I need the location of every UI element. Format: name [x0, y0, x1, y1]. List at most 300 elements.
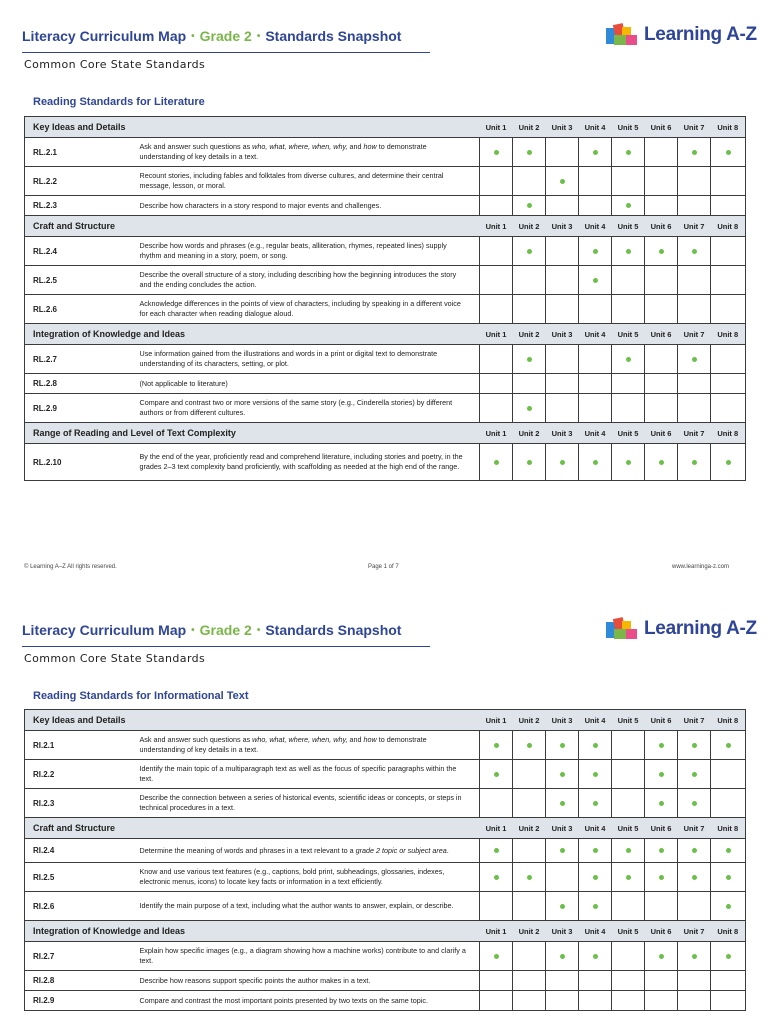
standard-description: [140, 942, 480, 971]
standard-row: [25, 971, 746, 991]
unit-cell: [645, 991, 678, 1011]
unit-cell: [546, 138, 579, 167]
unit-column-label: Unit 2: [513, 324, 546, 345]
description-text: Describe how reasons support specific points the author makes in a text.: [139, 975, 371, 985]
description-text: Ask and answer such questions as: [139, 142, 253, 151]
unit-cell: [579, 394, 612, 423]
coverage-bullet-icon: [593, 904, 598, 909]
unit-column-label: Unit 4: [579, 216, 612, 237]
logo-mark-icon: [606, 24, 638, 46]
unit-column-label: Unit 1: [480, 216, 513, 237]
unit-cell: [711, 971, 746, 991]
standard-description: [140, 863, 480, 892]
unit-cell: [546, 266, 579, 295]
unit-cell: [645, 892, 678, 921]
unit-cell: [711, 991, 746, 1011]
coverage-bullet-icon: [692, 875, 697, 880]
coverage-bullet-icon: [692, 848, 697, 853]
unit-cell: [612, 731, 645, 760]
description-text: Identify the main purpose of a text, including what the author wants to answer, explain, or describe.: [139, 901, 454, 910]
unit-cell: [711, 196, 746, 216]
unit-cell: [612, 839, 645, 863]
unit-cell: [579, 971, 612, 991]
unit-cell: [579, 167, 612, 196]
unit-column-label: Unit 3: [546, 117, 579, 138]
footer-website-link[interactable]: www.learninga-z.com: [672, 564, 730, 570]
standard-row: [25, 295, 746, 324]
coverage-bullet-icon: [626, 848, 631, 853]
unit-cell: [711, 167, 746, 196]
group-header-row: [25, 710, 746, 731]
unit-cell: [579, 138, 612, 167]
footer-copyright: © Learning A–Z All rights reserved.: [24, 564, 117, 570]
standard-code: RL.2.5: [25, 266, 140, 295]
unit-cell: [645, 444, 678, 481]
unit-cell: [579, 863, 612, 892]
unit-column-label: Unit 6: [645, 216, 678, 237]
unit-cell: [513, 942, 546, 971]
standard-description: [140, 789, 480, 818]
unit-cell: [480, 991, 513, 1011]
standard-description: [140, 731, 480, 760]
unit-cell: [513, 991, 546, 1011]
unit-cell: [612, 942, 645, 971]
unit-cell: [513, 863, 546, 892]
unit-cell: [546, 760, 579, 789]
unit-cell: [645, 345, 678, 374]
unit-column-label: Unit 5: [612, 818, 645, 839]
standard-description: [140, 760, 480, 789]
unit-cell: [711, 266, 746, 295]
unit-column-label: Unit 4: [579, 921, 612, 942]
standard-description: [140, 991, 480, 1011]
unit-cell: [546, 839, 579, 863]
unit-cell: [678, 167, 711, 196]
standard-code: RI.2.5: [25, 863, 140, 892]
unit-cell: [612, 991, 645, 1011]
unit-column-label: Unit 8: [711, 117, 746, 138]
unit-cell: [513, 892, 546, 921]
unit-cell: [480, 295, 513, 324]
coverage-bullet-icon: [527, 460, 532, 465]
unit-cell: [612, 444, 645, 481]
description-text: and: [347, 735, 364, 744]
unit-cell: [546, 942, 579, 971]
standard-description: [140, 839, 480, 863]
standard-description: [140, 345, 480, 374]
unit-column-label: Unit 2: [513, 216, 546, 237]
header-rule: [22, 52, 430, 53]
unit-column-label: Unit 8: [711, 216, 746, 237]
coverage-bullet-icon: [527, 406, 532, 411]
coverage-bullet-icon: [560, 179, 565, 184]
standard-row: [25, 345, 746, 374]
unit-cell: [645, 863, 678, 892]
coverage-bullet-icon: [560, 801, 565, 806]
description-text: Compare and contrast two or more versions of the same story (e.g., Cinderella stories) by different authors or from different cultures.: [139, 398, 453, 417]
group-title: Range of Reading and Level of Text Complexity: [25, 423, 480, 444]
unit-column-label: Unit 5: [612, 423, 645, 444]
coverage-bullet-icon: [593, 150, 598, 155]
unit-cell: [579, 839, 612, 863]
header-rule: [22, 646, 430, 647]
unit-cell: [546, 345, 579, 374]
page-subtitle: Common Core State Standards: [24, 652, 206, 665]
standard-code: RL.2.8: [25, 374, 140, 394]
unit-cell: [711, 839, 746, 863]
unit-cell: [678, 863, 711, 892]
unit-cell: [513, 971, 546, 991]
standard-code: RL.2.3: [25, 196, 140, 216]
group-header-row: [25, 818, 746, 839]
unit-cell: [711, 942, 746, 971]
coverage-bullet-icon: [593, 772, 598, 777]
unit-column-label: Unit 2: [513, 423, 546, 444]
footer-page-number: Page 1 of 7: [368, 564, 399, 570]
unit-cell: [480, 237, 513, 266]
standard-code: RI.2.8: [25, 971, 140, 991]
unit-column-label: Unit 6: [645, 117, 678, 138]
unit-column-label: Unit 4: [579, 324, 612, 345]
coverage-bullet-icon: [593, 954, 598, 959]
unit-column-label: Unit 3: [546, 423, 579, 444]
unit-column-label: Unit 4: [579, 710, 612, 731]
coverage-bullet-icon: [726, 954, 731, 959]
unit-cell: [546, 863, 579, 892]
coverage-bullet-icon: [659, 875, 664, 880]
unit-column-label: Unit 1: [480, 117, 513, 138]
standard-row: [25, 731, 746, 760]
unit-cell: [513, 167, 546, 196]
group-title: Key Ideas and Details: [25, 117, 480, 138]
unit-cell: [711, 374, 746, 394]
coverage-bullet-icon: [726, 904, 731, 909]
coverage-bullet-icon: [494, 150, 499, 155]
standards-table: [24, 116, 746, 481]
coverage-bullet-icon: [494, 460, 499, 465]
description-text: (Not applicable to literature): [139, 378, 228, 388]
coverage-bullet-icon: [726, 848, 731, 853]
unit-column-label: Unit 5: [612, 216, 645, 237]
description-text: Ask and answer such questions as: [139, 735, 253, 744]
unit-cell: [579, 731, 612, 760]
coverage-bullet-icon: [593, 875, 598, 880]
unit-cell: [480, 760, 513, 789]
coverage-bullet-icon: [527, 875, 532, 880]
description-text: grade 2 topic or subject area: [355, 845, 447, 855]
unit-cell: [645, 266, 678, 295]
group-title: Integration of Knowledge and Ideas: [25, 921, 480, 942]
unit-cell: [480, 839, 513, 863]
unit-cell: [480, 444, 513, 481]
coverage-bullet-icon: [560, 904, 565, 909]
unit-column-label: Unit 2: [513, 117, 546, 138]
coverage-bullet-icon: [527, 249, 532, 254]
coverage-bullet-icon: [626, 875, 631, 880]
unit-column-label: Unit 5: [612, 921, 645, 942]
unit-cell: [711, 295, 746, 324]
unit-cell: [480, 863, 513, 892]
unit-cell: [546, 892, 579, 921]
coverage-bullet-icon: [494, 743, 499, 748]
unit-cell: [678, 295, 711, 324]
unit-cell: [645, 394, 678, 423]
group-title: Craft and Structure: [25, 216, 480, 237]
section-title: Reading Standards for Informational Text: [33, 690, 249, 702]
unit-cell: [645, 942, 678, 971]
title-separator: •: [191, 31, 195, 42]
standard-code: RL.2.7: [25, 345, 140, 374]
unit-cell: [612, 374, 645, 394]
unit-cell: [612, 266, 645, 295]
standard-code: RI.2.4: [25, 839, 140, 863]
unit-cell: [612, 295, 645, 324]
unit-cell: [513, 789, 546, 818]
unit-cell: [678, 789, 711, 818]
unit-cell: [480, 942, 513, 971]
standard-row: [25, 374, 746, 394]
unit-cell: [513, 266, 546, 295]
unit-column-label: Unit 7: [678, 216, 711, 237]
unit-cell: [546, 789, 579, 818]
standard-code: RI.2.9: [25, 991, 140, 1011]
unit-column-label: Unit 3: [546, 921, 579, 942]
standard-code: RL.2.9: [25, 394, 140, 423]
description-text: who, what, where, when, why,: [252, 735, 348, 744]
unit-cell: [711, 345, 746, 374]
unit-cell: [546, 237, 579, 266]
unit-column-label: Unit 3: [546, 818, 579, 839]
unit-cell: [579, 345, 612, 374]
unit-cell: [711, 892, 746, 921]
learning-az-logo: [606, 24, 757, 46]
unit-column-label: Unit 3: [546, 324, 579, 345]
unit-cell: [612, 167, 645, 196]
standard-code: RI.2.7: [25, 942, 140, 971]
coverage-bullet-icon: [659, 801, 664, 806]
unit-cell: [546, 167, 579, 196]
unit-cell: [579, 266, 612, 295]
description-text: Describe the connection between a series of historical events, scientific ideas or concepts, or steps in technical procedures in a text.: [139, 793, 462, 812]
unit-cell: [645, 839, 678, 863]
unit-cell: [480, 789, 513, 818]
curriculum-map-title: Literacy Curriculum Map: [22, 28, 187, 44]
unit-cell: [480, 196, 513, 216]
description-text: Determine the meaning of words and phrases in a text relevant to a: [139, 845, 356, 855]
unit-cell: [579, 196, 612, 216]
unit-cell: [546, 295, 579, 324]
unit-cell: [612, 138, 645, 167]
coverage-bullet-icon: [560, 772, 565, 777]
unit-cell: [480, 138, 513, 167]
unit-column-label: Unit 5: [612, 710, 645, 731]
unit-cell: [612, 892, 645, 921]
standard-code: RL.2.4: [25, 237, 140, 266]
description-text: how: [363, 735, 377, 744]
standards-table: [24, 709, 746, 1011]
title-separator: •: [191, 625, 195, 636]
unit-column-label: Unit 6: [645, 921, 678, 942]
unit-cell: [480, 374, 513, 394]
unit-cell: [513, 394, 546, 423]
unit-column-label: Unit 2: [513, 921, 546, 942]
unit-column-label: Unit 8: [711, 921, 746, 942]
unit-column-label: Unit 8: [711, 818, 746, 839]
standard-description: [140, 295, 480, 324]
description-text: Describe the overall structure of a story, including describing how the beginning introduces the story and the ending concludes the action.: [139, 270, 457, 289]
title-separator: •: [256, 625, 261, 636]
unit-cell: [612, 237, 645, 266]
unit-cell: [513, 295, 546, 324]
description-text: who, what, where, when, why,: [252, 142, 348, 151]
unit-cell: [579, 942, 612, 971]
unit-cell: [678, 731, 711, 760]
standard-row: [25, 237, 746, 266]
coverage-bullet-icon: [593, 460, 598, 465]
grade-label: Grade 2: [199, 28, 252, 44]
description-text: Use information gained from the illustrations and words in a print or digital text to demonstrate understanding of its characters, setting, or plot.: [139, 349, 438, 368]
coverage-bullet-icon: [593, 848, 598, 853]
curriculum-map-title: Literacy Curriculum Map: [22, 622, 187, 638]
group-header-row: [25, 216, 746, 237]
standard-row: [25, 991, 746, 1011]
unit-cell: [546, 394, 579, 423]
coverage-bullet-icon: [593, 743, 598, 748]
unit-cell: [645, 196, 678, 216]
description-text: Know and use various text features (e.g., captions, bold print, subheadings, glossaries, indexes, electronic menus, icons) to locate key facts or information in a text efficiently.: [139, 867, 445, 886]
standard-code: RI.2.1: [25, 731, 140, 760]
unit-column-label: Unit 4: [579, 818, 612, 839]
unit-column-label: Unit 1: [480, 324, 513, 345]
snapshot-label: Standards Snapshot: [265, 622, 402, 638]
unit-cell: [513, 444, 546, 481]
description-text: and: [347, 142, 364, 151]
grade-label: Grade 2: [199, 622, 252, 638]
coverage-bullet-icon: [626, 203, 631, 208]
unit-cell: [546, 991, 579, 1011]
coverage-bullet-icon: [692, 150, 697, 155]
unit-column-label: Unit 7: [678, 921, 711, 942]
standard-description: [140, 237, 480, 266]
unit-cell: [612, 196, 645, 216]
coverage-bullet-icon: [726, 460, 731, 465]
unit-cell: [513, 731, 546, 760]
standard-description: [140, 444, 480, 481]
coverage-bullet-icon: [527, 357, 532, 362]
unit-column-label: Unit 2: [513, 818, 546, 839]
description-text: .: [446, 845, 449, 855]
header-title: [22, 28, 401, 44]
unit-cell: [678, 892, 711, 921]
group-header-row: [25, 324, 746, 345]
title-separator: •: [256, 31, 261, 42]
standard-code: RL.2.10: [25, 444, 140, 481]
unit-cell: [513, 138, 546, 167]
unit-cell: [513, 196, 546, 216]
standard-code: RI.2.6: [25, 892, 140, 921]
unit-column-label: Unit 6: [645, 710, 678, 731]
standard-description: [140, 138, 480, 167]
unit-cell: [678, 266, 711, 295]
unit-cell: [678, 971, 711, 991]
standard-description: [140, 167, 480, 196]
unit-column-label: Unit 4: [579, 423, 612, 444]
standard-row: [25, 394, 746, 423]
standard-row: [25, 266, 746, 295]
page-subtitle: Common Core State Standards: [24, 58, 206, 71]
coverage-bullet-icon: [726, 150, 731, 155]
group-title: Craft and Structure: [25, 818, 480, 839]
unit-column-label: Unit 1: [480, 710, 513, 731]
coverage-bullet-icon: [692, 460, 697, 465]
unit-cell: [645, 760, 678, 789]
unit-cell: [678, 839, 711, 863]
unit-cell: [645, 374, 678, 394]
description-text: Identify the main topic of a multiparagraph text as well as the focus of specific paragraphs within the text.: [139, 764, 457, 783]
unit-cell: [645, 971, 678, 991]
description-text: Explain how specific images (e.g., a diagram showing how a machine works) contribute to and clarify a text.: [139, 946, 466, 965]
unit-cell: [645, 167, 678, 196]
unit-cell: [678, 237, 711, 266]
unit-cell: [546, 971, 579, 991]
logo-text: Learning A-Z: [644, 618, 757, 639]
description-text: to demonstrate understanding of key details in a text.: [139, 735, 427, 754]
unit-column-label: Unit 6: [645, 818, 678, 839]
coverage-bullet-icon: [692, 743, 697, 748]
coverage-bullet-icon: [593, 249, 598, 254]
coverage-bullet-icon: [692, 801, 697, 806]
coverage-bullet-icon: [560, 743, 565, 748]
unit-cell: [678, 444, 711, 481]
coverage-bullet-icon: [692, 772, 697, 777]
unit-cell: [480, 394, 513, 423]
section-title: Reading Standards for Literature: [33, 96, 205, 108]
coverage-bullet-icon: [593, 801, 598, 806]
unit-column-label: Unit 7: [678, 117, 711, 138]
unit-cell: [612, 760, 645, 789]
description-text: Acknowledge differences in the points of view of characters, including by speaking in a different voice for each character when reading dialogue aloud.: [139, 299, 461, 318]
standard-row: [25, 942, 746, 971]
unit-column-label: Unit 3: [546, 216, 579, 237]
coverage-bullet-icon: [593, 278, 598, 283]
unit-cell: [678, 942, 711, 971]
unit-cell: [513, 345, 546, 374]
coverage-bullet-icon: [494, 848, 499, 853]
unit-cell: [645, 789, 678, 818]
unit-cell: [480, 892, 513, 921]
coverage-bullet-icon: [726, 875, 731, 880]
unit-cell: [711, 760, 746, 789]
coverage-bullet-icon: [626, 150, 631, 155]
unit-column-label: Unit 5: [612, 117, 645, 138]
standard-description: [140, 971, 480, 991]
group-header-row: [25, 921, 746, 942]
unit-cell: [711, 394, 746, 423]
group-title: Key Ideas and Details: [25, 710, 480, 731]
unit-column-label: Unit 2: [513, 710, 546, 731]
description-text: Describe how words and phrases (e.g., regular beats, alliteration, rhymes, repeated lines) supply rhythm and meaning in a story, poem, or song.: [139, 241, 447, 260]
unit-cell: [711, 237, 746, 266]
unit-cell: [546, 444, 579, 481]
unit-cell: [513, 839, 546, 863]
coverage-bullet-icon: [692, 249, 697, 254]
standard-description: [140, 374, 480, 394]
learning-az-logo: [606, 618, 757, 640]
standard-row: [25, 760, 746, 789]
unit-column-label: Unit 7: [678, 710, 711, 731]
unit-cell: [612, 863, 645, 892]
standard-code: RL.2.2: [25, 167, 140, 196]
